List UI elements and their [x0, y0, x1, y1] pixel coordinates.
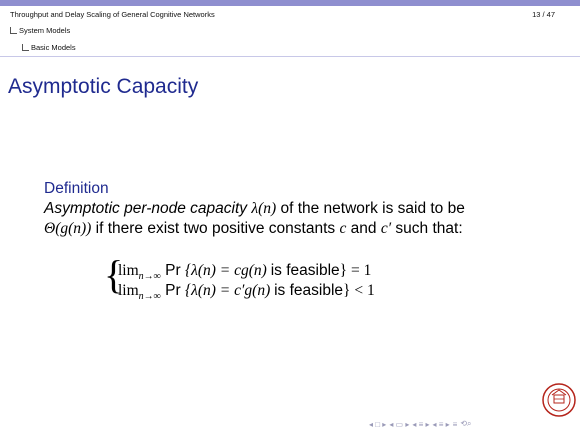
definition-text-2: if there exist two positive constants [91, 220, 340, 237]
math-c: c [339, 220, 347, 237]
equation-system [104, 252, 375, 303]
university-seal-icon [542, 383, 576, 417]
tree-branch-icon [22, 44, 29, 51]
math-theta-g-n: Θ(g(n)) [44, 220, 92, 237]
breadcrumb-subsection-label: Basic Models [31, 43, 76, 52]
tree-branch-icon [10, 27, 17, 34]
definition-term: Asymptotic per-node capacity [44, 200, 248, 217]
equation-line-2: $\lim_{n\to\infty} Pr$ {λ(n) = c′g(n) is feasible} < 1 [118, 282, 375, 303]
definition-text-1: of the network is said to be [276, 200, 465, 217]
breadcrumb-subsection[interactable] [22, 43, 76, 52]
left-brace: { [104, 252, 124, 297]
search-icon[interactable]: ⟲⌕ [460, 419, 472, 428]
subsection-nav-icon[interactable]: ◂ ▭ ▸ [389, 419, 410, 429]
definition-block [44, 180, 554, 239]
frame-title: Asymptotic Capacity [8, 75, 199, 98]
breadcrumb-section-label: System Models [19, 26, 71, 35]
frame-nav-icon[interactable]: ◂ □ ▸ [369, 419, 387, 429]
presentation-title: Throughput and Delay Scaling of General Cognitive Networks [10, 10, 215, 19]
math-c-prime: c′ [380, 220, 392, 237]
page-counter: 13 / 47 [532, 10, 555, 19]
breadcrumb-section[interactable] [10, 26, 70, 35]
header-divider [0, 56, 580, 57]
definition-and: and [346, 220, 381, 237]
align-icon[interactable]: ≡ [452, 419, 458, 429]
equation-line-1: $\lim_{n\to\infty} Pr$ {λ(n) = cg(n) is feasible} = 1 [118, 262, 372, 283]
section-nav-icon[interactable]: ◂ ≡ ▸ [412, 419, 430, 429]
definition-label: Definition [44, 180, 109, 197]
appendix-nav-icon[interactable]: ◂ ≡ ▸ [432, 419, 450, 429]
definition-text [44, 199, 554, 239]
definition-text-3: such that: [391, 220, 463, 237]
slide-header [0, 6, 580, 56]
beamer-navigation-bar [369, 418, 472, 430]
math-lambda-n: λ(n) [251, 200, 277, 217]
